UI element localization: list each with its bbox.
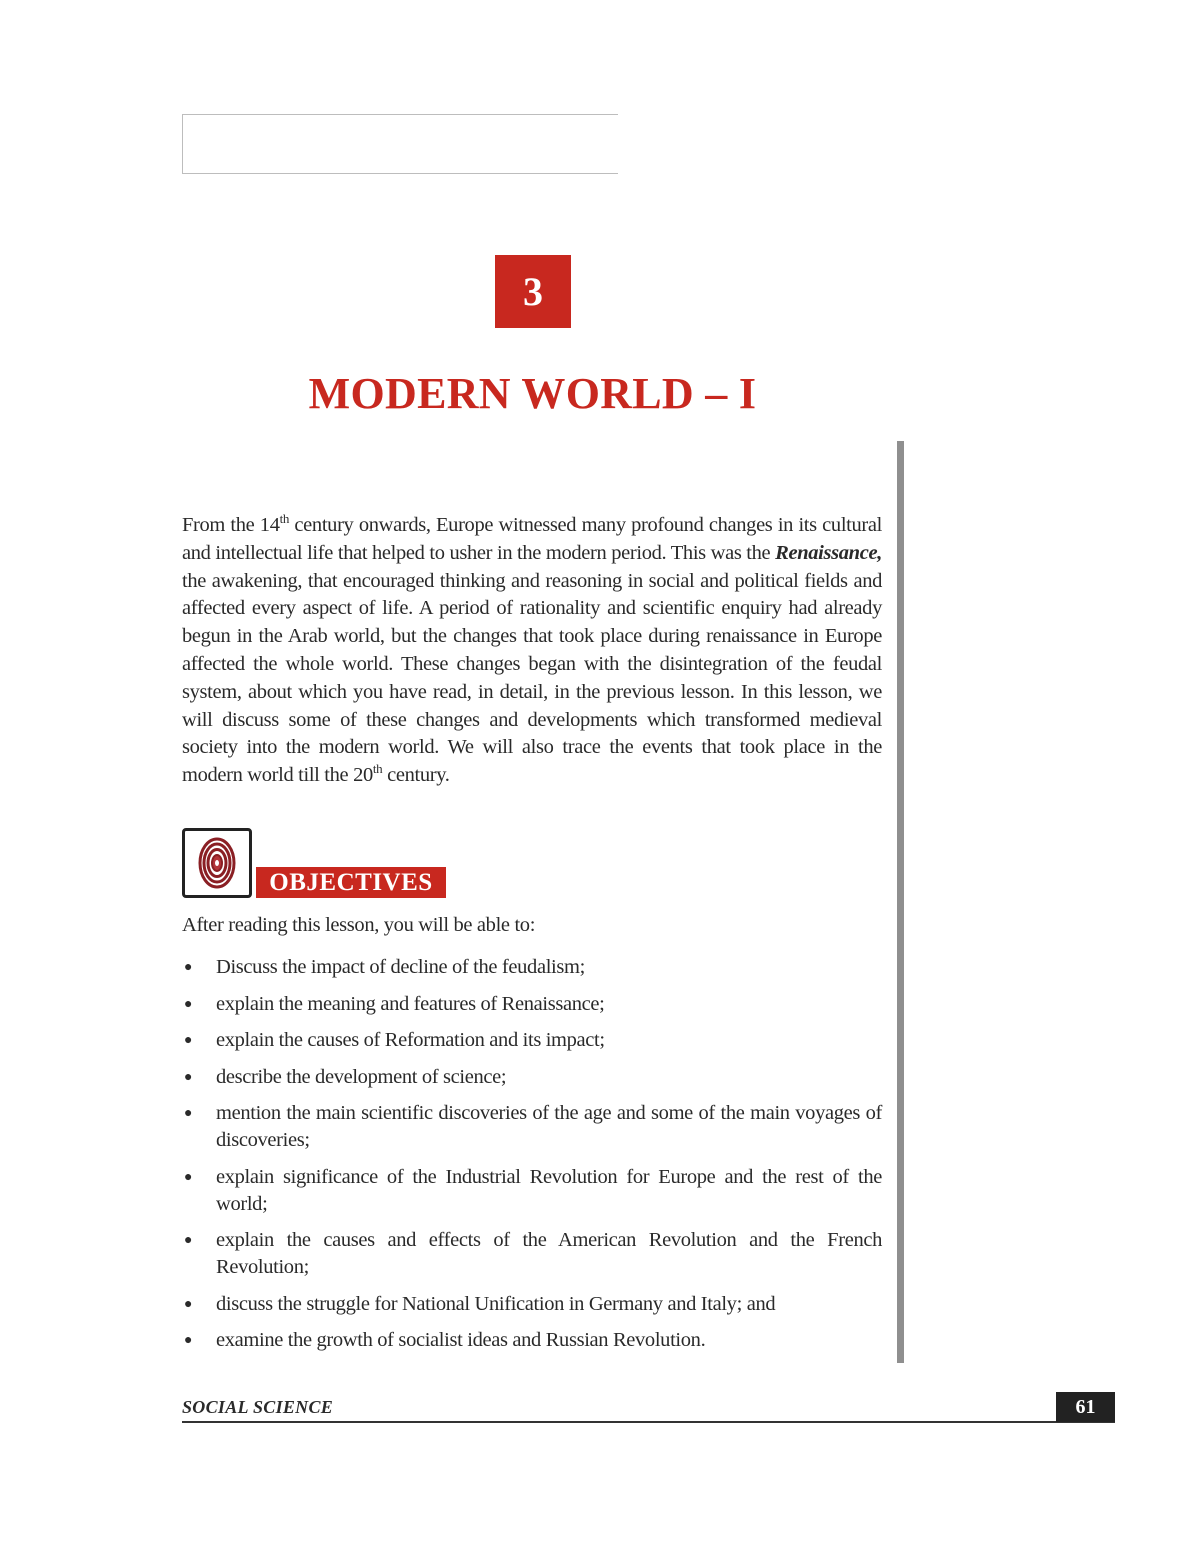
bullet-icon: ●: [184, 1333, 193, 1348]
bullet-icon: ●: [184, 1106, 193, 1121]
footer-rule: [182, 1421, 1115, 1423]
objective-item: [182, 1027, 882, 1054]
objective-text: discuss the struggle for National Unification in Germany and Italy; and: [216, 1292, 776, 1315]
objective-text: explain significance of the Industrial Revolution for Europe and the rest of the world;: [216, 1165, 882, 1215]
intro-text-4: century.: [382, 764, 450, 787]
intro-text-1: From the 14: [182, 514, 280, 536]
objective-item: [182, 991, 882, 1018]
chapter-number: 3: [523, 269, 543, 314]
objective-item: [182, 1164, 882, 1218]
target-icon: [182, 828, 252, 898]
bullet-icon: ●: [184, 1069, 193, 1085]
objective-item: [182, 1227, 882, 1281]
intro-text-3: the awakening, that encouraged thinking and reasoning in social and political fields and affected every aspect of life. A period of rationality and scientific enquiry had already begun in the Arab world, but the changes that took place during renaissance in Europe affected the whole world. These changes began with the disintegration of the feudal system, about which you have read, in detail, in the previous lesson. In this lesson, we will discuss some of these changes and developments which transformed medieval society into the modern world. We will also trace the events that took place in the modern world till the 20: [182, 569, 882, 787]
bullet-icon: ●: [184, 1169, 193, 1185]
objective-item: [182, 1064, 882, 1091]
side-rule: [897, 441, 904, 1363]
objective-item: [182, 1291, 882, 1318]
objective-text: examine the growth of socialist ideas and Russian Revolution.: [216, 1329, 706, 1351]
bullet-icon: ●: [184, 960, 193, 975]
objectives-heading: OBJECTIVES: [256, 867, 446, 898]
objective-text: mention the main scientific discoveries of the age and some of the main voyages of discoveries;: [216, 1102, 882, 1151]
footer-subject: SOCIAL SCIENCE: [182, 1397, 334, 1417]
bullet-icon: ●: [184, 1033, 193, 1048]
objective-item: [182, 954, 882, 981]
objective-text: explain the causes and effects of the American Revolution and the French Revolution;: [216, 1229, 882, 1278]
objective-text: explain the causes of Reformation and its impact;: [216, 1029, 605, 1051]
intro-sup-1: th: [279, 511, 290, 527]
bullet-icon: ●: [184, 1296, 193, 1312]
objective-text: describe the development of science;: [216, 1065, 507, 1088]
header-frame: [182, 114, 618, 174]
objectives-lead: After reading this lesson, you will be able to:: [182, 914, 536, 936]
objective-text: explain the meaning and features of Renaissance;: [216, 992, 605, 1015]
intro-sup-2: th: [372, 761, 383, 777]
page-number: 61: [1056, 1392, 1115, 1422]
bullet-icon: ●: [184, 1233, 193, 1248]
objectives-list: [182, 954, 882, 1364]
objective-item: [182, 1100, 882, 1154]
intro-emphasis: Renaissance,: [775, 541, 882, 564]
bullet-icon: ●: [184, 996, 193, 1012]
chapter-number-badge: [495, 255, 571, 328]
intro-text-2: century onwards, Europe witnessed many profound changes in its cultural and intellectual life that helped to usher in the modern period. This was the: [182, 514, 882, 564]
objective-item: [182, 1327, 882, 1354]
objective-text: Discuss the impact of decline of the feudalism;: [216, 956, 585, 978]
intro-paragraph: [182, 512, 882, 790]
chapter-title: MODERN WORLD – I: [308, 369, 757, 418]
